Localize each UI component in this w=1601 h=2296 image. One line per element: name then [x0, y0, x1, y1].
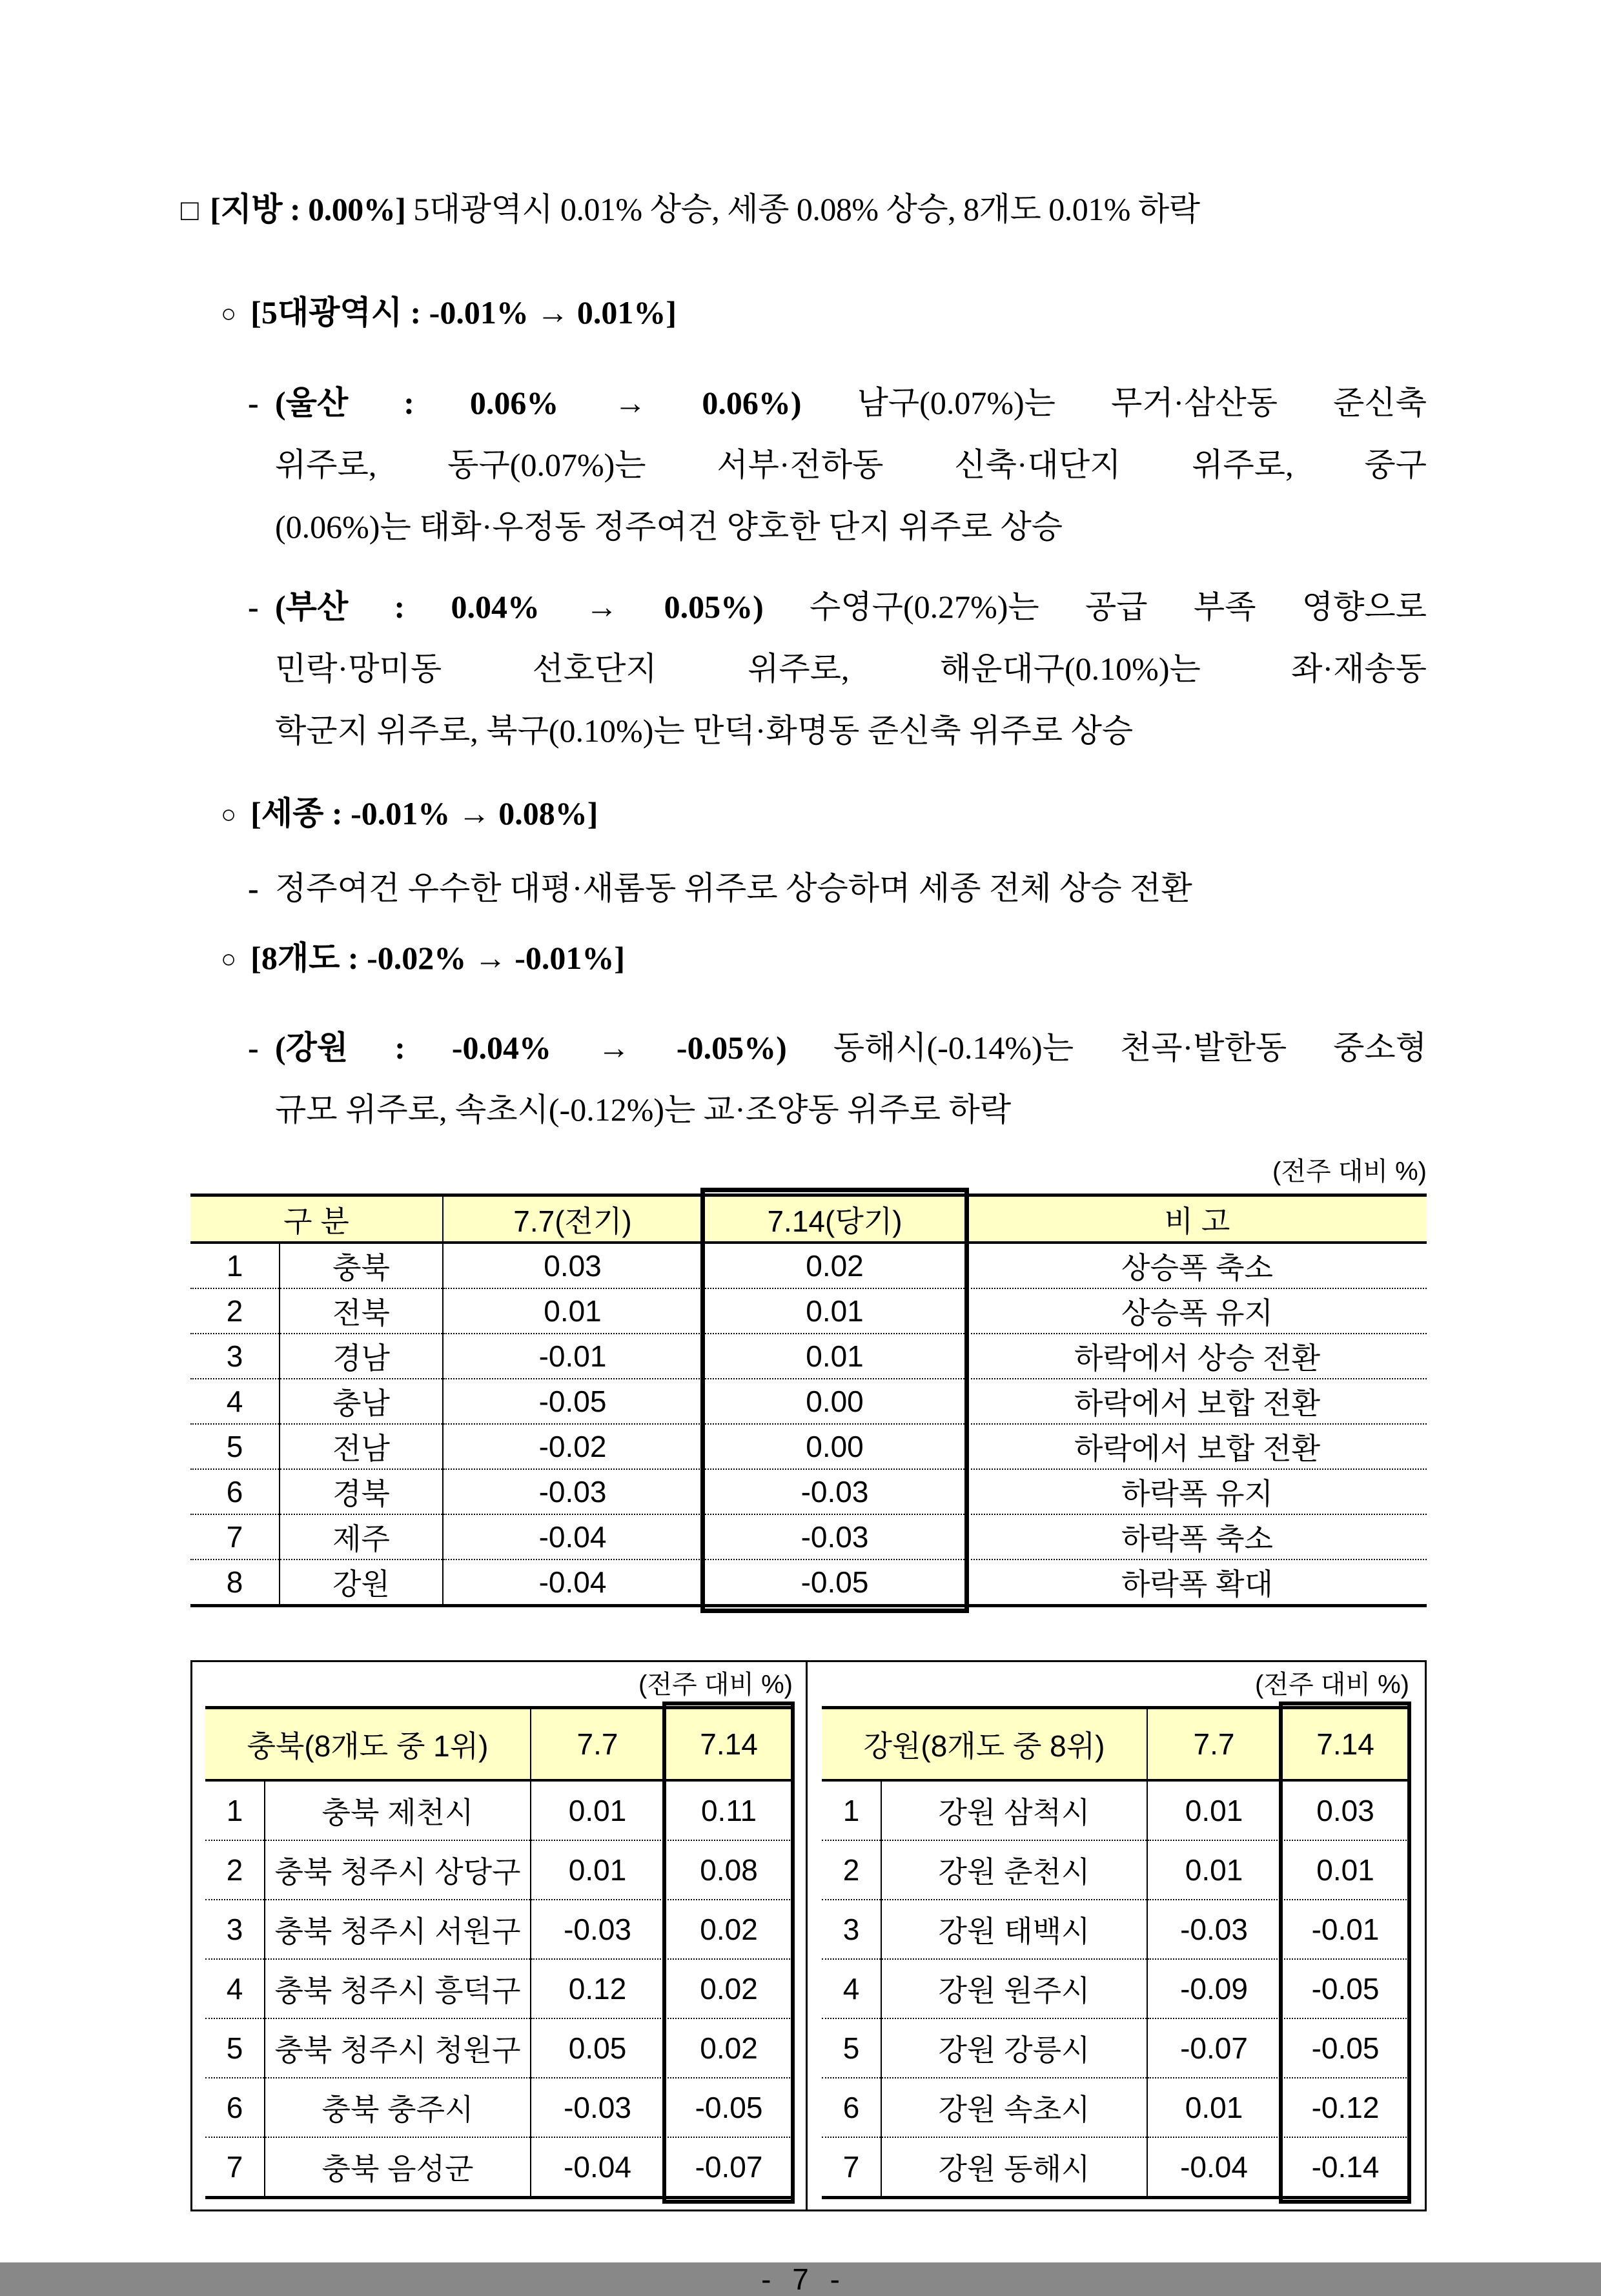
table-row — [822, 2078, 1409, 2137]
row-curr: 0.01 — [702, 1288, 967, 1334]
row-name: 충북 청주시 서원구 — [265, 1900, 531, 1959]
row-name: 충북 청주시 상당구 — [265, 1840, 531, 1900]
paragraph-text: 수영구(0.27%)는 공급 부족 영향으로 — [763, 589, 1427, 625]
paragraph-line — [275, 857, 1427, 919]
paragraph-text: 규모 위주로, 속초시(-0.12%)는 교·조양동 위주로 하락 — [275, 1092, 1012, 1128]
gangwon-col-prev: 7.7 — [1147, 1708, 1281, 1781]
page-number: - 7 - — [761, 2262, 846, 2296]
circle-bullet-icon: ○ — [221, 944, 237, 973]
region-comparison-table — [190, 1194, 1427, 1607]
row-curr: -0.05 — [702, 1559, 967, 1606]
table1-unit-note: (전주 대비 %) — [1272, 1157, 1427, 1186]
paragraph-text: 민락·망미동 선호단지 위주로, 해운대구(0.10%)는 좌·재송동 — [275, 651, 1427, 687]
row-prev: -0.04 — [1147, 2137, 1281, 2198]
row-prev: -0.03 — [443, 1469, 702, 1514]
gangwon-title: 강원(8개도 중 8위) — [822, 1708, 1147, 1781]
row-name: 강원 춘천시 — [881, 1840, 1147, 1900]
row-prev: -0.07 — [1147, 2018, 1281, 2078]
row-no: 3 — [205, 1900, 265, 1959]
paragraph-line — [275, 1017, 1427, 1079]
table-row — [190, 1424, 1427, 1469]
gangwon-panel — [808, 1662, 1427, 2210]
row-name: 강원 원주시 — [881, 1959, 1147, 2018]
row-name: 충북 충주시 — [265, 2078, 531, 2137]
table-row — [190, 1514, 1427, 1559]
bullet-eight-do — [181, 936, 1427, 981]
row-prev: 0.01 — [1147, 1780, 1281, 1840]
row-curr: 0.02 — [702, 1243, 967, 1288]
table-row — [205, 2137, 793, 2198]
row-no: 1 — [226, 1249, 243, 1283]
bullet-five-metro — [181, 290, 1427, 336]
circle-bullet-icon: ○ — [221, 299, 237, 328]
row-no: 4 — [822, 1959, 881, 2018]
row-region: 제주 — [280, 1514, 443, 1559]
row-region: 강원 — [280, 1559, 443, 1606]
row-name: 강원 동해시 — [881, 2137, 1147, 2198]
row-no: 6 — [205, 2078, 265, 2137]
chungbuk-panel — [192, 1662, 808, 2210]
paragraph-busan — [181, 576, 1427, 762]
table1-header-prev: 7.7(전기) — [443, 1195, 702, 1243]
row-prev: -0.04 — [443, 1559, 702, 1606]
paragraph-line — [275, 638, 1427, 700]
row-no: 5 — [822, 2018, 881, 2078]
row-prev: -0.05 — [443, 1379, 702, 1424]
chungbuk-title: 충북(8개도 중 1위) — [205, 1708, 531, 1781]
row-curr: 0.01 — [1281, 1840, 1409, 1900]
row-prev: -0.02 — [443, 1424, 702, 1469]
row-remark: 하락에서 보합 전환 — [967, 1424, 1427, 1469]
row-curr: -0.05 — [1281, 1959, 1409, 2018]
table-row — [190, 1334, 1427, 1379]
table1-header-remark: 비 고 — [967, 1195, 1427, 1243]
row-prev: -0.04 — [531, 2137, 664, 2198]
row-prev: 0.01 — [531, 1840, 664, 1900]
chungbuk-detail-table — [205, 1706, 793, 2199]
circle-bullet-icon: ○ — [221, 800, 237, 829]
chungbuk-col-curr: 7.14 — [664, 1708, 793, 1781]
row-curr: 0.08 — [664, 1840, 793, 1900]
table-row — [822, 1840, 1409, 1900]
table-row — [190, 1379, 1427, 1424]
paragraph-lead: (울산 : 0.06% → 0.06%) — [275, 385, 802, 421]
row-no: 2 — [190, 1288, 280, 1334]
row-prev: -0.04 — [443, 1514, 702, 1559]
row-no: 1 — [842, 1794, 860, 1827]
row-no: 5 — [205, 2018, 265, 2078]
row-remark: 상승폭 유지 — [967, 1288, 1427, 1334]
paragraph-text: 학군지 위주로, 북구(0.10%)는 만덕·화명동 준신축 위주로 상승 — [275, 713, 1134, 749]
table1-header-curr: 7.14(당기) — [702, 1195, 967, 1243]
row-region: 충북 — [280, 1243, 443, 1288]
row-region: 전북 — [280, 1288, 443, 1334]
gangwon-header-row — [822, 1708, 1409, 1781]
paragraph-sejong — [181, 857, 1427, 919]
row-remark: 상승폭 축소 — [967, 1243, 1427, 1288]
row-curr: 0.02 — [664, 1959, 793, 2018]
dash-bullet-icon: - — [248, 385, 259, 421]
row-curr: 0.02 — [664, 1900, 793, 1959]
row-curr: -0.05 — [1281, 2018, 1409, 2078]
table-row — [190, 1559, 1427, 1606]
chungbuk-col-prev: 7.7 — [531, 1708, 664, 1781]
row-prev: 0.05 — [531, 2018, 664, 2078]
paragraph-line — [275, 1079, 1427, 1141]
table-row — [190, 1469, 1427, 1514]
row-curr: 0.00 — [702, 1424, 967, 1469]
dash-bullet-icon: - — [248, 870, 259, 906]
row-no: 8 — [190, 1559, 280, 1606]
row-curr: 0.01 — [702, 1334, 967, 1379]
paragraph-text: (0.06%)는 태화·우정동 정주여건 양호한 단지 위주로 상승 — [275, 509, 1063, 545]
paragraph-text: 정주여건 우수한 대평·새롬동 위주로 상승하며 세종 전체 상승 전환 — [275, 870, 1192, 906]
paragraph-ulsan — [181, 372, 1427, 558]
table-row — [205, 1840, 793, 1900]
row-no: 4 — [205, 1959, 265, 2018]
row-no: 5 — [190, 1424, 280, 1469]
square-bullet-icon: □ — [181, 194, 199, 227]
row-no: 1 — [226, 1794, 243, 1827]
row-prev: 0.01 — [531, 1780, 664, 1840]
row-no: 6 — [822, 2078, 881, 2137]
row-curr: -0.05 — [664, 2078, 793, 2137]
row-region: 경북 — [280, 1469, 443, 1514]
row-prev: 0.12 — [531, 1959, 664, 2018]
table-row — [205, 1900, 793, 1959]
row-name: 충북 청주시 흥덕구 — [265, 1959, 531, 2018]
row-curr: -0.03 — [702, 1514, 967, 1559]
row-remark: 하락폭 축소 — [967, 1514, 1427, 1559]
row-prev: 0.03 — [443, 1243, 702, 1288]
table-row — [822, 2137, 1409, 2198]
table-row — [205, 2018, 793, 2078]
bullet-eight-do-label: [8개도 : -0.02% → -0.01%] — [250, 940, 626, 976]
paragraph-line — [275, 434, 1427, 496]
paragraph-line — [275, 700, 1427, 762]
row-name: 충북 제천시 — [265, 1780, 531, 1840]
dash-bullet-icon: - — [248, 589, 259, 625]
gangwon-unit-note: (전주 대비 %) — [1255, 1671, 1409, 1699]
row-prev: -0.03 — [1147, 1900, 1281, 1959]
row-remark: 하락에서 상승 전환 — [967, 1334, 1427, 1379]
row-no: 2 — [205, 1840, 265, 1900]
row-region: 충남 — [280, 1379, 443, 1424]
row-region: 전남 — [280, 1424, 443, 1469]
row-no: 6 — [190, 1469, 280, 1514]
row-curr: -0.03 — [702, 1469, 967, 1514]
row-region: 경남 — [280, 1334, 443, 1379]
row-name: 강원 강릉시 — [881, 2018, 1147, 2078]
row-prev: -0.03 — [531, 2078, 664, 2137]
paragraph-text: 동해시(-0.14%)는 천곡·발한동 중소형 — [786, 1030, 1427, 1066]
row-curr: -0.12 — [1281, 2078, 1409, 2137]
page-heading — [181, 186, 1427, 234]
row-no: 4 — [190, 1379, 280, 1424]
chungbuk-unit-note: (전주 대비 %) — [638, 1671, 793, 1699]
row-prev: -0.01 — [443, 1334, 702, 1379]
bullet-sejong-label: [세종 : -0.01% → 0.08%] — [250, 795, 598, 831]
table-row — [190, 1288, 1427, 1334]
row-no: 3 — [190, 1334, 280, 1379]
row-prev: 0.01 — [1147, 2078, 1281, 2137]
row-name: 강원 태백시 — [881, 1900, 1147, 1959]
paragraph-gangwon — [181, 1017, 1427, 1141]
paragraph-text: 위주로, 동구(0.07%)는 서부·전하동 신축·대단지 위주로, 중구 — [275, 447, 1427, 483]
row-prev: 0.01 — [1147, 1840, 1281, 1900]
row-curr: 0.02 — [664, 2018, 793, 2078]
table1-wrapper — [190, 1194, 1427, 1607]
row-prev: 0.01 — [443, 1288, 702, 1334]
chungbuk-table-wrapper — [205, 1706, 793, 2199]
table-row — [822, 1780, 1409, 1840]
row-curr: -0.07 — [664, 2137, 793, 2198]
bullet-five-metro-label: [5대광역시 : -0.01% → 0.01%] — [250, 294, 677, 330]
row-curr: 0.03 — [1281, 1780, 1409, 1840]
row-no: 7 — [190, 1514, 280, 1559]
row-name: 강원 속초시 — [881, 2078, 1147, 2137]
table-row — [205, 1959, 793, 2018]
paragraph-text: 남구(0.07%)는 무거·삼산동 준신축 — [801, 385, 1427, 421]
table-row — [190, 1243, 1427, 1288]
detail-tables-box — [190, 1660, 1427, 2211]
row-no: 7 — [205, 2137, 265, 2198]
gangwon-detail-table — [822, 1706, 1409, 2199]
row-remark: 하락폭 유지 — [967, 1469, 1427, 1514]
row-no: 3 — [822, 1900, 881, 1959]
row-name: 충북 음성군 — [265, 2137, 531, 2198]
paragraph-lead: (부산 : 0.04% → 0.05%) — [275, 589, 764, 625]
table1-header-group: 구 분 — [190, 1195, 443, 1243]
gangwon-col-curr: 7.14 — [1281, 1708, 1409, 1781]
row-curr: 0.11 — [664, 1780, 793, 1840]
paragraph-line — [275, 372, 1427, 434]
row-curr: -0.01 — [1281, 1900, 1409, 1959]
table-row — [205, 2078, 793, 2137]
row-prev: -0.03 — [531, 1900, 664, 1959]
table-row — [822, 1900, 1409, 1959]
table-row — [822, 2018, 1409, 2078]
row-prev: -0.09 — [1147, 1959, 1281, 2018]
paragraph-line — [275, 496, 1427, 558]
row-name: 강원 삼척시 — [881, 1780, 1147, 1840]
table1-header-row — [190, 1195, 1427, 1243]
heading-bold-label: [지방 : 0.00%] — [210, 191, 406, 227]
dash-bullet-icon: - — [248, 1030, 259, 1066]
paragraph-line — [275, 576, 1427, 638]
gangwon-table-wrapper — [822, 1706, 1409, 2199]
row-remark: 하락에서 보합 전환 — [967, 1379, 1427, 1424]
row-curr: -0.14 — [1281, 2137, 1409, 2198]
table-row — [205, 1780, 793, 1840]
heading-rest-text: 5대광역시 0.01% 상승, 세종 0.08% 상승, 8개도 0.01% 하락 — [405, 191, 1200, 227]
row-no: 2 — [822, 1840, 881, 1900]
row-remark: 하락폭 확대 — [967, 1559, 1427, 1606]
paragraph-lead: (강원 : -0.04% → -0.05%) — [275, 1030, 787, 1066]
bullet-sejong — [181, 791, 1427, 837]
row-curr: 0.00 — [702, 1379, 967, 1424]
row-no: 7 — [822, 2137, 881, 2198]
chungbuk-header-row — [205, 1708, 793, 1781]
table-row — [822, 1959, 1409, 2018]
row-name: 충북 청주시 청원구 — [265, 2018, 531, 2078]
